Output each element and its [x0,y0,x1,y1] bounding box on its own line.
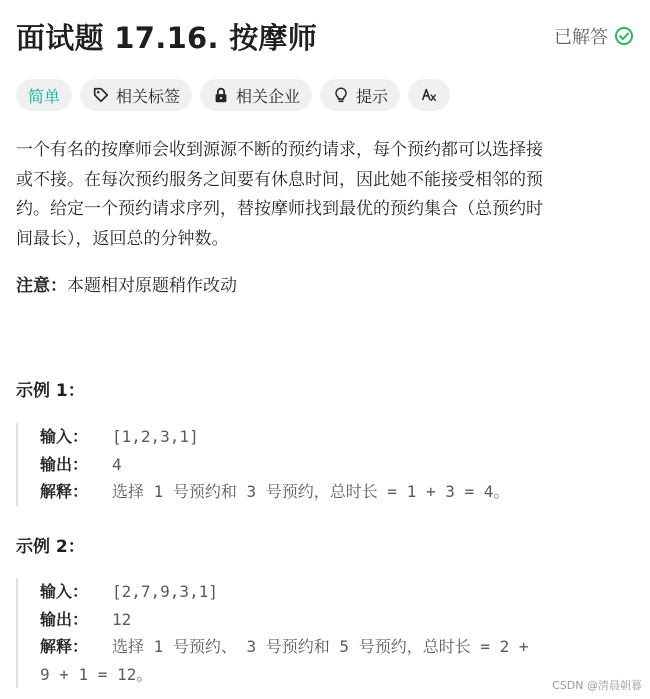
difficulty-tag[interactable] [16,79,72,111]
example-2-title: 示例 2： [16,537,85,557]
hint-label: 提示 [356,86,389,106]
description-line: 或不接。在每次预约服务之间要有休息时间，因此她不能接受相邻的预 [16,169,543,190]
output-label: 输出： [40,454,89,474]
problem-header [16,14,634,58]
lock-icon [212,86,230,104]
input-label: 输入： [40,582,89,601]
explain-value: 选择 1 号预约和 3 号预约，总时长 = 1 + 3 = 4。 [112,482,510,501]
output-label: 输出： [40,609,89,629]
explain-value: 选择 1 号预约、 3 号预约和 5 号预约，总时长 = 2 + [112,637,529,656]
description-line: 间最长），返回总的分钟数。 [16,228,229,249]
description-line: 约。给定一个预约请求序列，替按摩师找到最优的预约集合（总预约时 [16,199,543,219]
explain-value-continuation: 9 + 1 = 12。 [40,664,153,684]
tag-bar [16,79,450,111]
explain-label: 解释： [40,637,89,656]
check-circle-icon [614,26,634,46]
note-text: 本题相对原题稍作改动 [67,276,237,296]
problem-title: 面试题 17.16. 按摩师 [16,20,318,55]
input-value: [2,7,9,3,1] [112,582,218,601]
translate-tag[interactable] [408,79,450,111]
example-1-block [16,423,626,506]
hint-tag[interactable] [320,79,400,111]
related-companies-label: 相关企业 [236,86,301,106]
related-topics-label: 相关标签 [116,86,181,106]
explain-label: 解释： [40,482,89,501]
note [16,272,237,300]
output-value: 4 [112,454,122,474]
lightbulb-icon [332,86,350,104]
example-explain-row [40,633,626,661]
difficulty-label: 简单 [28,86,61,106]
example-output-row [40,606,626,634]
solved-label: 已解答 [554,27,608,48]
example-2-block [16,578,626,688]
tag-icon [92,86,110,104]
related-topics-tag[interactable] [80,79,192,111]
input-value: [1,2,3,1] [112,427,199,446]
example-output-row [40,451,626,479]
example-explain-row [40,478,626,506]
output-value: 12 [112,609,132,629]
example-explain-continuation [40,661,626,689]
description-line: 一个有名的按摩师会收到源源不断的预约请求，每个预约都可以选择接 [16,140,543,160]
related-companies-tag[interactable] [200,79,312,111]
translate-icon [420,86,438,104]
note-label: 注意： [16,276,67,296]
solved-status [554,23,634,49]
input-label: 输入： [40,427,89,446]
example-input-row [40,578,626,606]
example-input-row [40,423,626,451]
problem-description [16,136,636,254]
watermark: CSDN @清晨朝暮 [552,679,642,692]
example-1-title: 示例 1： [16,381,85,401]
